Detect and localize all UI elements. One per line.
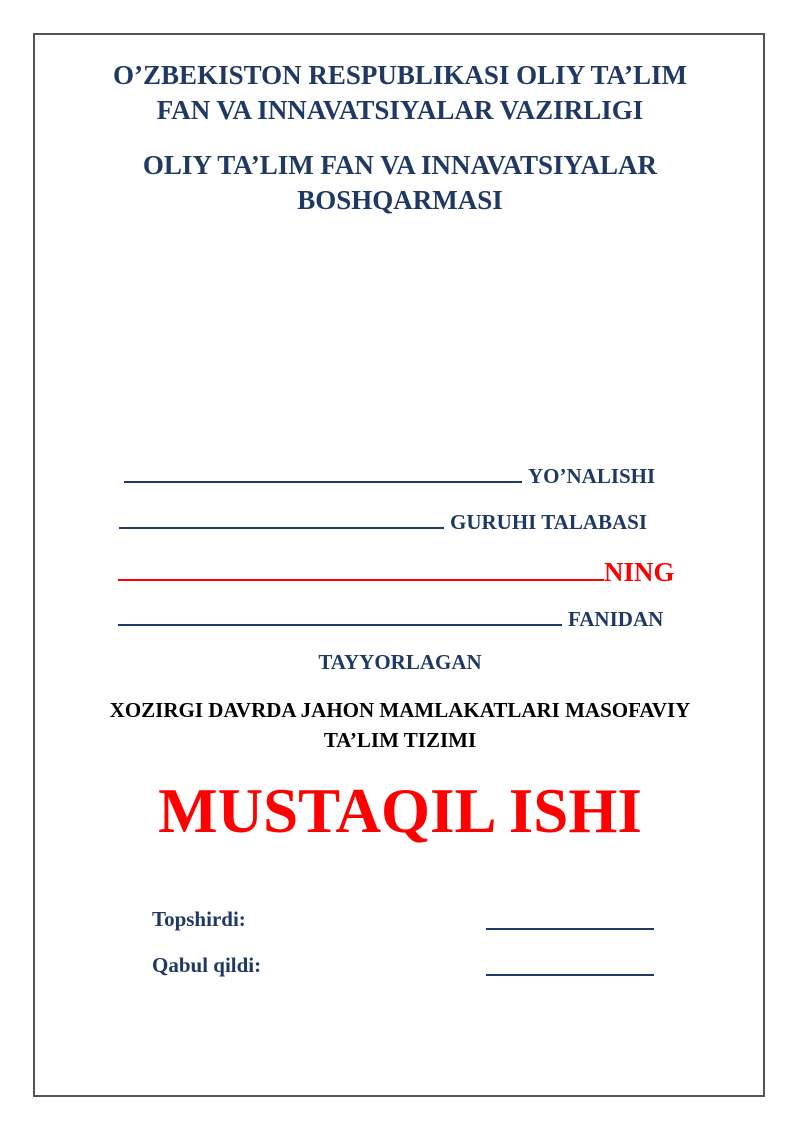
topic-title (40, 695, 760, 755)
work-title: MUSTAQIL ISHI (158, 776, 642, 846)
direction-label: YO’NALISHI (528, 464, 656, 488)
topic-line-2: TA’LIM TIZIMI (323, 728, 477, 752)
accepted-signature-blank[interactable] (486, 952, 654, 976)
subject-blank[interactable] (118, 604, 562, 626)
department-line-1: OLIY TA’LIM FAN VA INNAVATSIYALAR (142, 150, 658, 180)
submitted-label: Topshirdi: (152, 907, 246, 931)
direction-line (124, 461, 655, 489)
department-heading (40, 148, 760, 218)
group-label: GURUHI TALABASI (450, 510, 648, 534)
submitted-row (152, 906, 662, 936)
group-line (119, 507, 647, 535)
student-name-line (118, 555, 675, 587)
ministry-heading (40, 58, 760, 128)
submitted-signature-blank[interactable] (486, 906, 654, 930)
accepted-row (152, 952, 662, 982)
topic-line-1: XOZIRGI DAVRDA JAHON MAMLAKATLARI MASOFAVIY (109, 698, 691, 722)
prepared-label: TAYYORLAGAN (318, 650, 482, 674)
accepted-label: Qabul qildi: (152, 953, 262, 977)
department-line-2: BOSHQARMASI (297, 185, 503, 215)
subject-line (118, 604, 663, 632)
student-suffix: NING (604, 557, 675, 587)
ministry-line-2: FAN VA INNAVATSIYALAR VAZIRLIGI (156, 95, 644, 125)
group-blank[interactable] (119, 507, 444, 529)
ministry-line-1: O’ZBEKISTON RESPUBLIKASI OLIY TA’LIM (113, 60, 687, 90)
direction-blank[interactable] (124, 461, 522, 483)
subject-label: FANIDAN (568, 607, 664, 631)
student-name-blank[interactable] (118, 555, 604, 581)
